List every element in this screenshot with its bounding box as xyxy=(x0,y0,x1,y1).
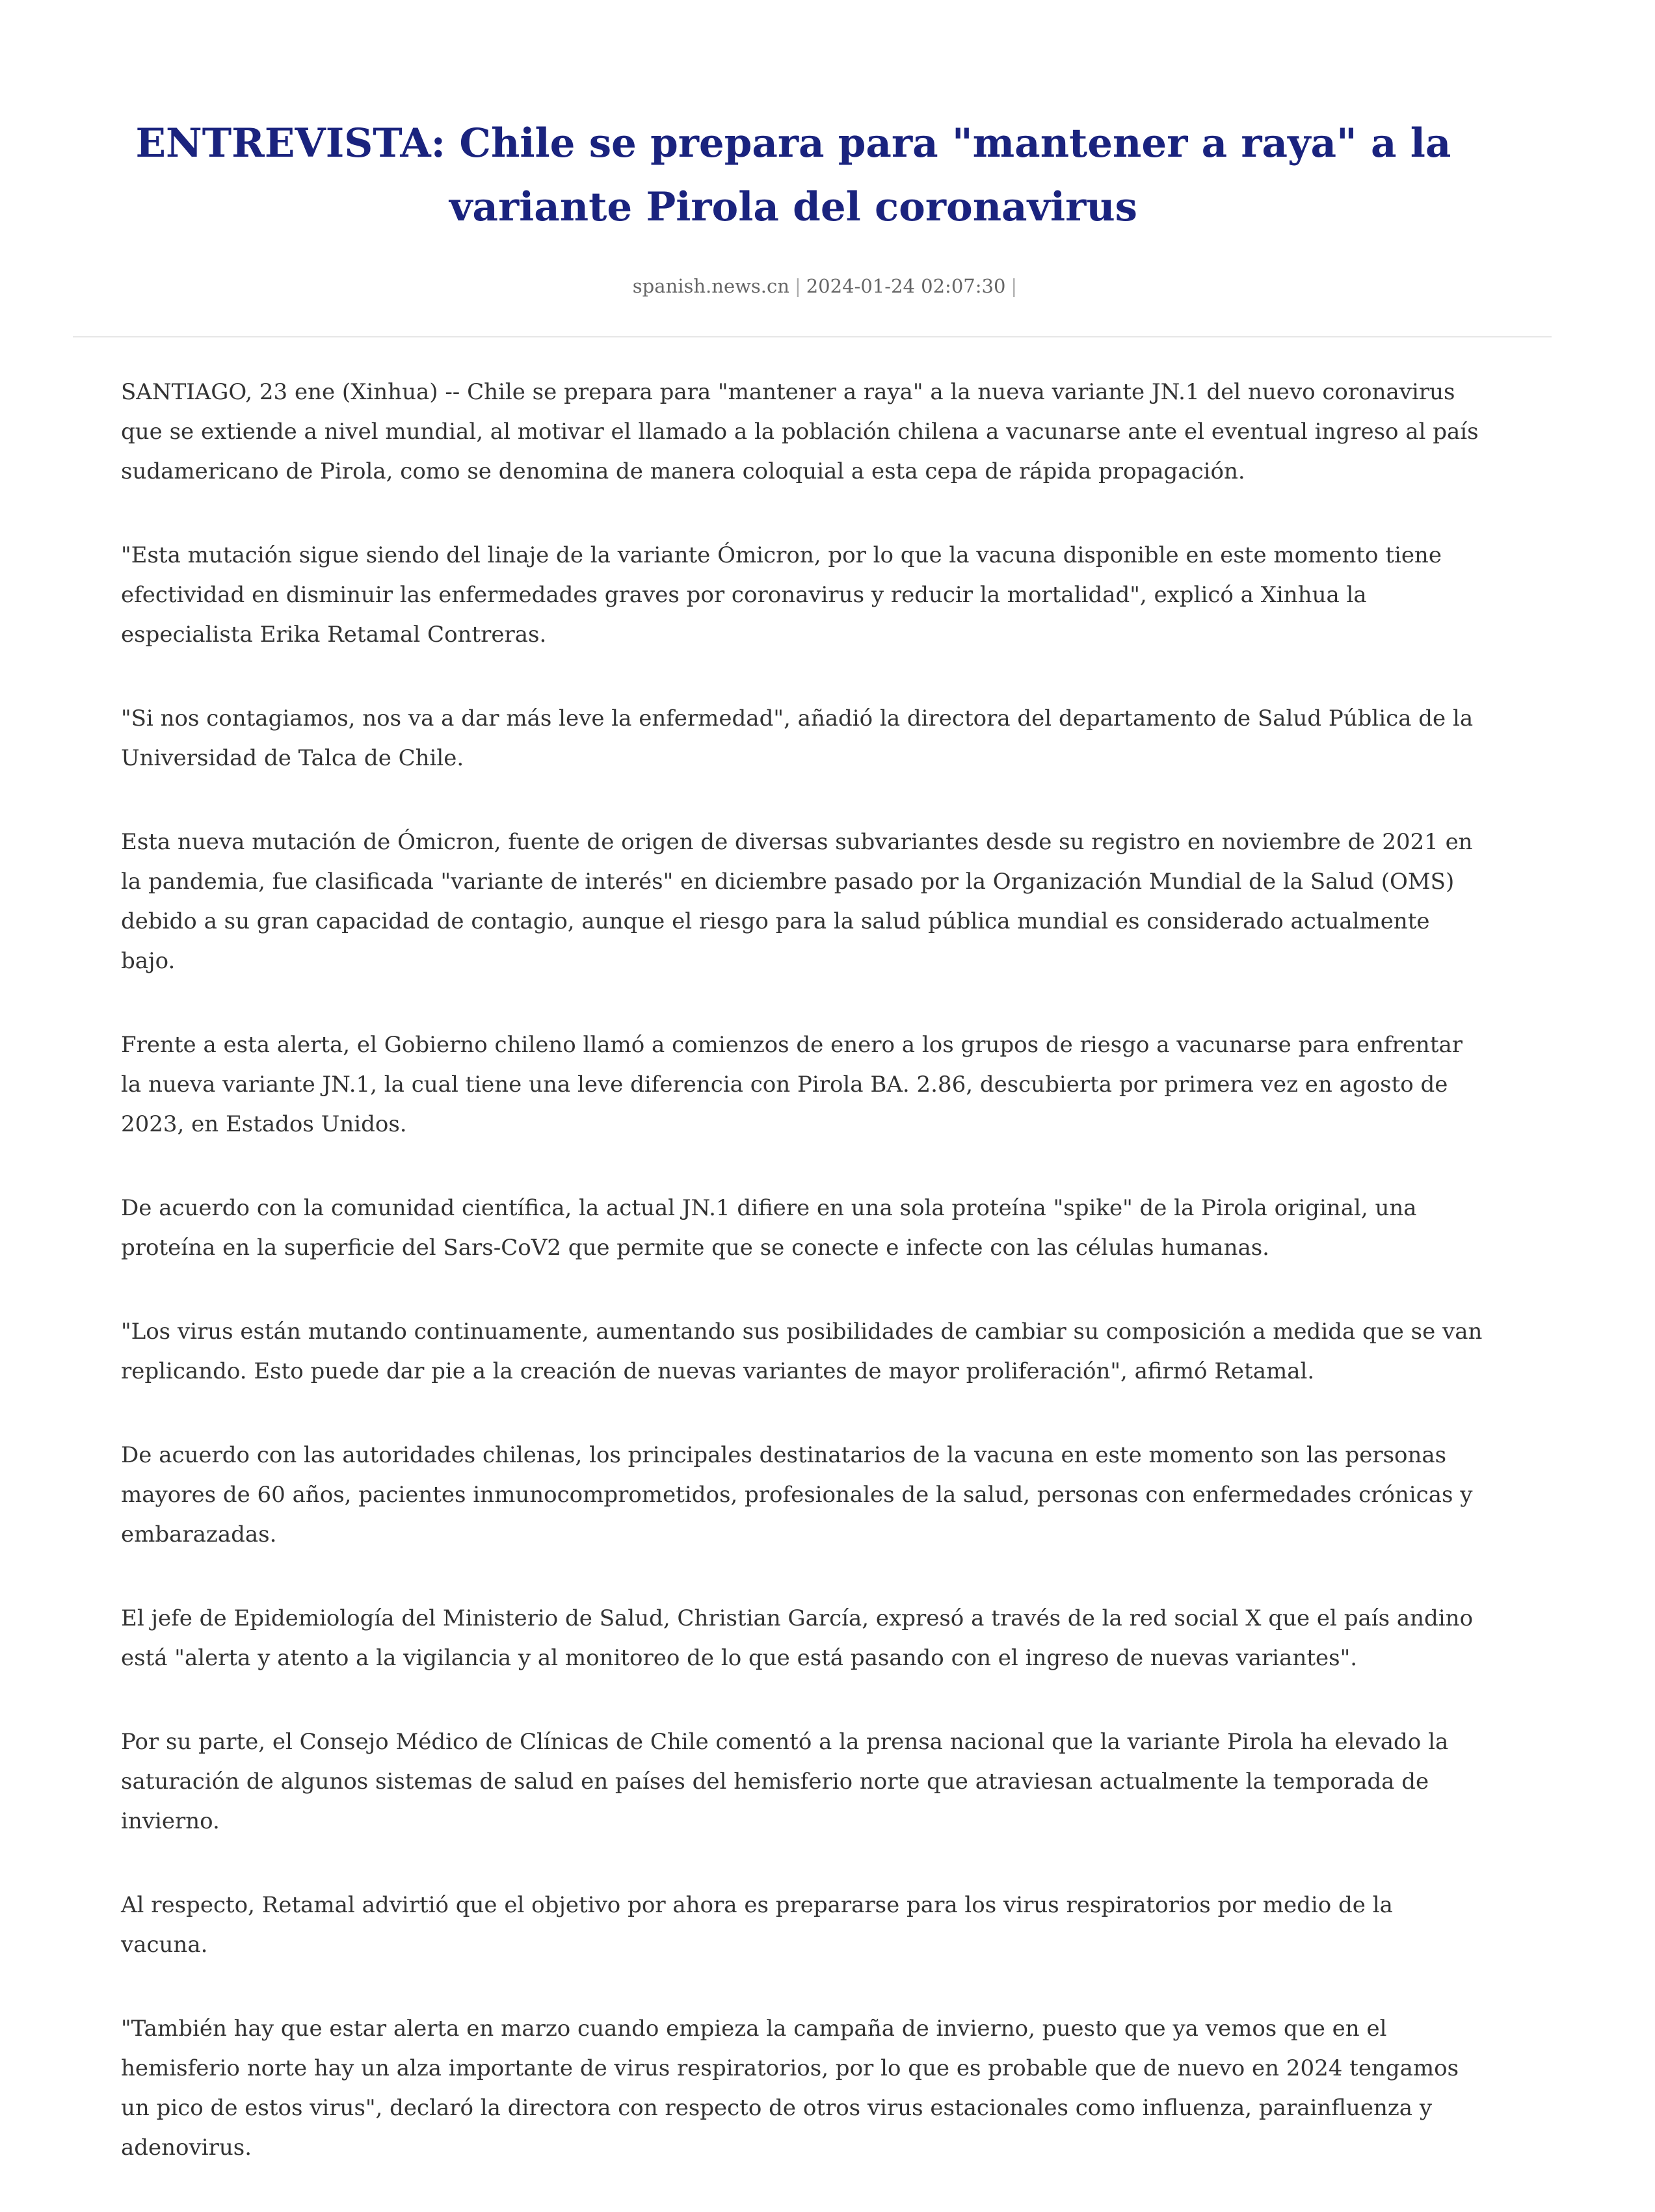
article-paragraph: SANTIAGO, 23 ene (Xinhua) -- Chile se prepara para "mantener a raya" a la nueva variante JN.1 del nuevo coronavirus que se extiende a nivel mundial, al motivar el llamado a la población chilena a vacunarse ante el eventual ingreso al país sudamericano de Pirola, como se denomina de manera coloquial a esta cepa de rápida propagación. xyxy=(121,379,1479,484)
article-paragraph: De acuerdo con las autoridades chilenas, los principales destinatarios de la vacuna en este momento son las personas mayores de 60 años, pacientes inmunocomprometidos, profesionales de la salud, personas con enfermedades crónicas y embarazadas. xyxy=(121,1442,1473,1547)
byline-separator: | xyxy=(794,275,801,297)
article-paragraph: Al respecto, Retamal advirtió que el objetivo por ahora es prepararse para los virus respiratorios por medio de la vacuna. xyxy=(121,1892,1393,1958)
publish-datetime: 2024-01-24 02:07:30 xyxy=(806,275,1006,297)
article-paragraph: Esta nueva mutación de Ómicron, fuente de origen de diversas subvariantes desde su registro en noviembre de 2021 en la pandemia, fue clasificada "variante de interés" en diciembre pasado por la Organización Mundial de la Salud (OMS) debido a su gran capacidad de contagio, aunque el riesgo para la salud pública mundial es considerado actualmente bajo. xyxy=(121,829,1473,974)
article-byline xyxy=(0,273,1655,299)
article-paragraph: "Si nos contagiamos, nos va a dar más leve la enfermedad", añadió la directora del departamento de Salud Pública de la Universidad de Talca de Chile. xyxy=(121,705,1474,771)
article-paragraph: "Los virus están mutando continuamente, aumentando sus posibilidades de cambiar su composición a medida que se van replicando. Esto puede dar pie a la creación de nuevas variantes de mayor proliferación", afirmó Retamal. xyxy=(121,1319,1483,1384)
article-paragraph: "También hay que estar alerta en marzo cuando empieza la campaña de invierno, puesto que ya vemos que en el hemisferio norte hay un alza importante de virus respiratorios, por lo que es probable que de nuevo en 2024 tengamos un pico de estos virus", declaró la directora con respecto de otros virus estacionales como influenza, parainfluenza y adenovirus. xyxy=(121,2016,1459,2161)
article-paragraph: Por su parte, el Consejo Médico de Clínicas de Chile comentó a la prensa nacional que la variante Pirola ha elevado la saturación de algunos sistemas de salud en países del hemisferio norte que atraviesan actualmente la temporada de invierno. xyxy=(121,1729,1449,1834)
article-paragraph: "Esta mutación sigue siendo del linaje de la variante Ómicron, por lo que la vacuna disponible en este momento tiene efectividad en disminuir las enfermedades graves por coronavirus y reducir la mortalidad", explicó a Xinhua la especialista Erika Retamal Contreras. xyxy=(121,542,1442,648)
article-paragraph: El jefe de Epidemiología del Ministerio de Salud, Christian García, expresó a través de la red social X que el país andino está "alerta y atento a la vigilancia y al monitoreo de lo que está pasando con el ingreso de nuevas variantes". xyxy=(121,1605,1474,1671)
article-body xyxy=(121,373,1487,2212)
article-paragraph: Frente a esta alerta, el Gobierno chileno llamó a comienzos de enero a los grupos de riesgo a vacunarse para enfrentar la nueva variante JN.1, la cual tiene una leve diferencia con Pirola BA. 2.86, descubierta por primera vez en agosto de 2023, en Estados Unidos. xyxy=(121,1032,1463,1137)
source-link[interactable]: spanish.news.cn xyxy=(632,275,789,297)
article-paragraph: De acuerdo con la comunidad científica, la actual JN.1 difiere en una sola proteína "spike" de la Pirola original, una proteína en la superficie del Sars-CoV2 que permite que se conecte e infecte con las células humanas. xyxy=(121,1195,1417,1261)
byline-separator-end: | xyxy=(1011,275,1018,297)
article-headline: ENTREVISTA: Chile se prepara para "mantener a raya" a la variante Pirola del coronavirus xyxy=(135,120,1451,230)
header-divider xyxy=(73,336,1552,337)
